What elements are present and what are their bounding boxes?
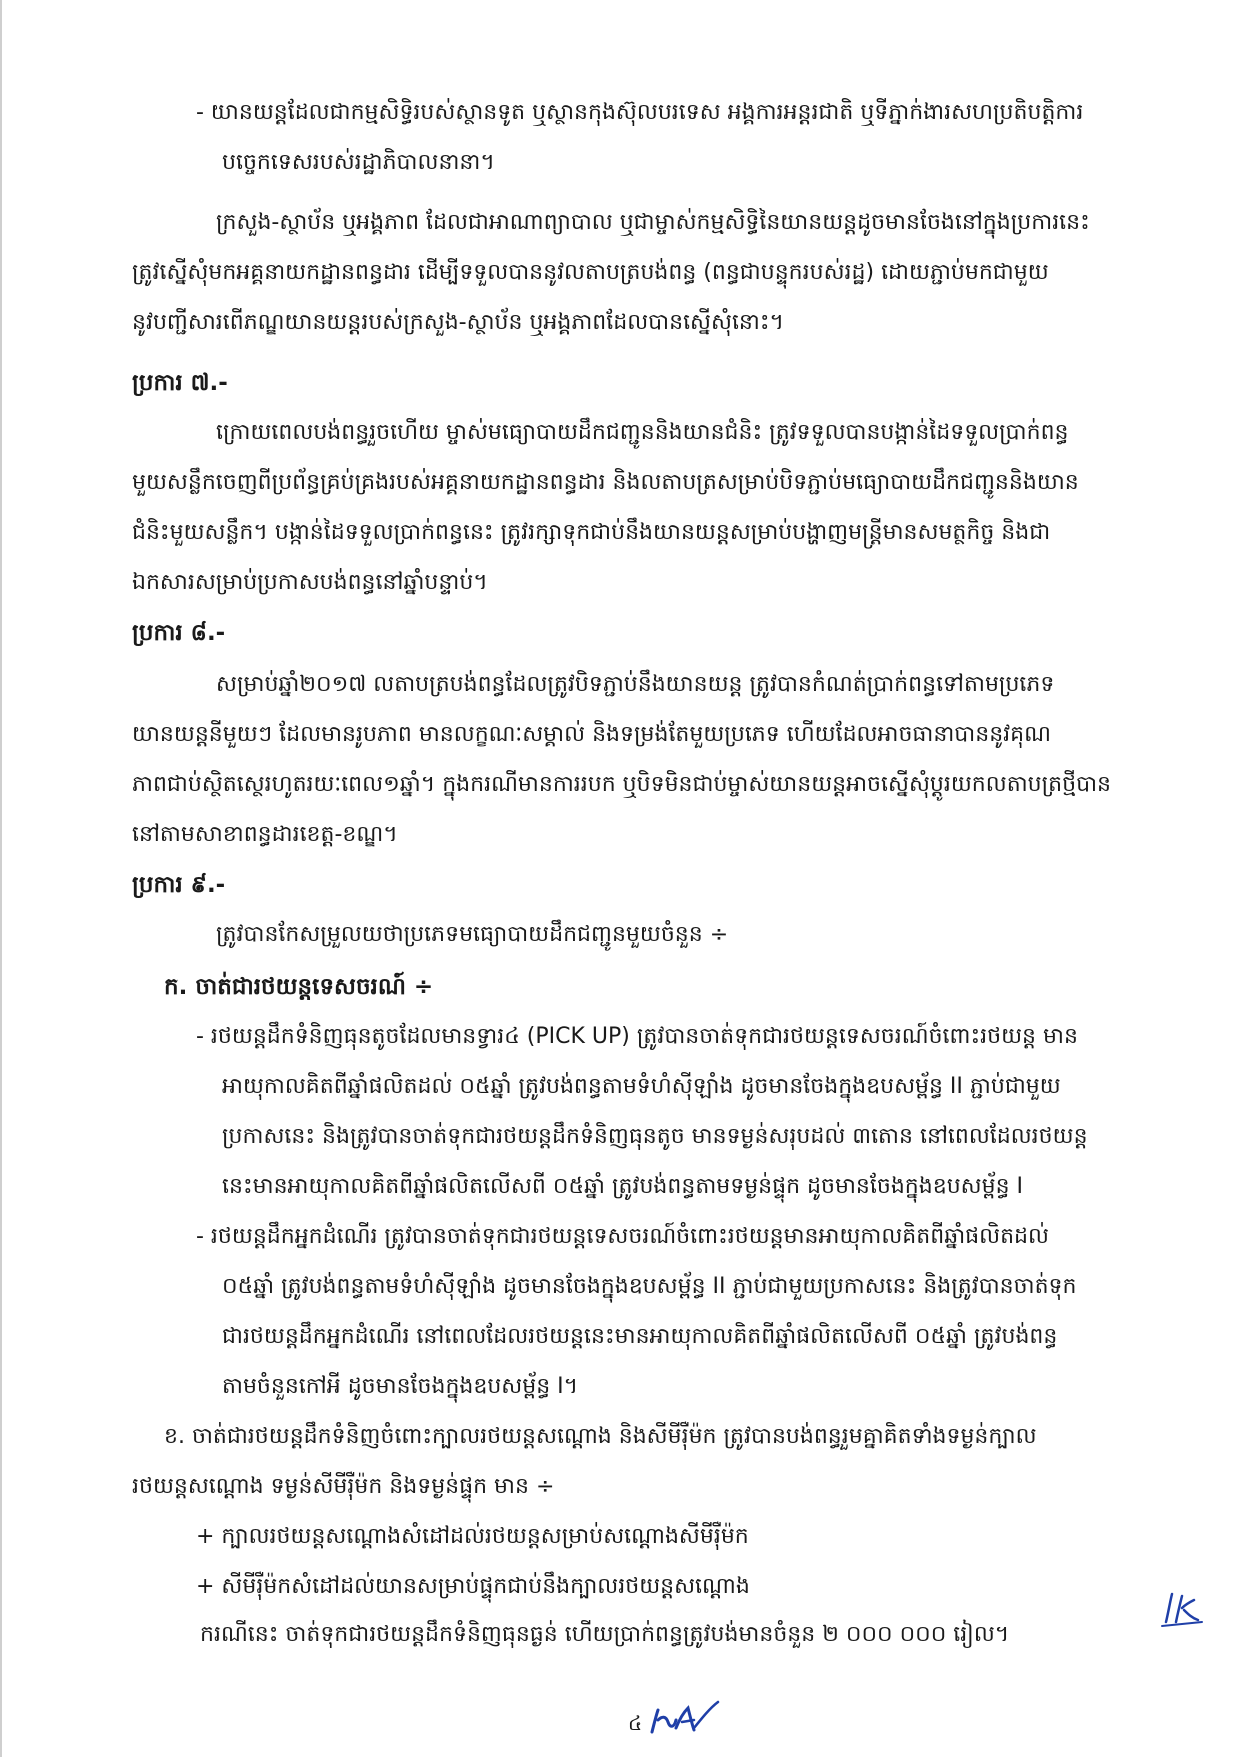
intro-paragraph-line-3: នូវបញ្ជីសារពើភណ្ឌយានយន្តរបស់ក្រសួង-ស្ថាប័ន ឬអង្គភាពដែលបានស្នើសុំនោះ។ <box>132 310 785 335</box>
intro-bullet-line-1: - យានយន្តដែលជាកម្មសិទ្ធិរបស់ស្ថានទូត ឬស្ថានកុងស៊ុលបរទេស អង្គការអន្តរជាតិ ឬទីភ្នាក់ងារសហប្រតិបត្តិការ <box>196 100 1084 125</box>
section-a-bullet-2-line-1: - រថយន្តដឹកអ្នកដំណើរ ត្រូវបានចាត់ទុកជារថយន្តទេសចរណ៍ចំពោះរថយន្តមានអាយុកាលគិតពីឆ្នាំផលិតដល់ <box>196 1224 1049 1249</box>
intro-paragraph-line-1: ក្រសួង-ស្ថាប័ន ឬអង្គភាព ដែលជាអាណាព្យាបាល ឬជាម្ចាស់កម្មសិទ្ធិនៃយានយន្តដូចមានចែងនៅក្នុងប្រការនេះ <box>216 210 1090 235</box>
section-a-bullet-2-line-2: ០៥ឆ្នាំ ត្រូវបង់ពន្ធតាមទំហំស៊ីឡាំង ដូចមានចែងក្នុងឧបសម្ព័ន្ធ II ភ្ជាប់ជាមួយប្រកាសនេះ និងត្រូវបានចាត់ទុក <box>222 1274 1077 1299</box>
section-b-plus-2: + សីមីរ៉ឺម៉កសំដៅដល់យានសម្រាប់ផ្ទុកជាប់នឹងក្បាលរថយន្តសណ្តោង <box>196 1574 750 1599</box>
page-number: ៤ <box>628 1711 643 1735</box>
section-b-closing: ករណីនេះ ចាត់ទុកជារថយន្តដឹកទំនិញធុនធ្ងន់ ហើយប្រាក់ពន្ធត្រូវបង់មានចំនួន ២ ០០០ ០០០ រៀល។ <box>200 1622 1010 1647</box>
section-b-line-2: រថយន្តសណ្តោង ទម្ងន់សីមីរ៉ឺម៉ក និងទម្ងន់ផ្ទុក មាន ÷ <box>132 1474 555 1499</box>
article-8-line-3: ភាពជាប់ស្ថិតស្ថេរហូតរយៈពេល១ឆ្នាំ។ ក្នុងករណីមានការរបក ឬបិទមិនជាប់ម្ចាស់យានយន្តអាចស្នើសុំប្តូរយកលតាបត្រថ្មីបាន <box>132 772 1112 797</box>
article-8-line-2: យានយន្តនីមួយៗ ដែលមានរូបភាព មានលក្ខណៈសម្គាល់ និងទម្រង់តែមួយប្រភេទ ហើយដែលអាចធានាបាននូវគុណ <box>132 722 1051 747</box>
section-a-bullet-2-line-3: ជារថយន្តដឹកអ្នកដំណើរ នៅពេលដែលរថយន្តនេះមានអាយុកាលគិតពីឆ្នាំផលិតលើសពី ០៥ឆ្នាំ ត្រូវបង់ពន្ធ <box>222 1324 1058 1349</box>
article-7-line-3: ជំនិះមួយសន្លឹក។ បង្កាន់ដៃទទួលប្រាក់ពន្ធនេះ ត្រូវរក្សាទុកជាប់នឹងយានយន្តសម្រាប់បង្ហាញមន្ត្រីមានសមត្ថកិច្ច និងជា <box>132 520 1051 545</box>
article-7-heading: ប្រការ ៧.- <box>132 370 228 396</box>
section-a-heading: ក. ចាត់ជារថយន្តទេសចរណ៍ ÷ <box>164 974 434 1000</box>
intro-bullet-line-2: បច្ចេកទេសរបស់រដ្ឋាភិបាលនានា។ <box>222 150 495 175</box>
section-a-bullet-2-line-4: តាមចំនួនកៅអី ដូចមានចែងក្នុងឧបសម្ព័ន្ធ I។ <box>222 1374 579 1399</box>
section-b-line-1: ខ. ចាត់ជារថយន្តដឹកទំនិញចំពោះក្បាលរថយន្តសណ្តោង និងសីមីរ៉ឺម៉ក ត្រូវបានបង់ពន្ធរួមគ្នាគិតទាំងទម្ងន់ក្បាល <box>164 1424 1037 1449</box>
section-a-bullet-1-line-4: នេះមានអាយុកាលគិតពីឆ្នាំផលិតលើសពី ០៥ឆ្នាំ ត្រូវបង់ពន្ធតាមទម្ងន់ផ្ទុក ដូចមានចែងក្នុងឧបសម្ព័ន្ធ I <box>222 1174 1024 1199</box>
section-b-plus-1: + ក្បាលរថយន្តសណ្តោងសំដៅដល់រថយន្តសម្រាប់សណ្តោងសីមីរ៉ឺម៉ក <box>196 1524 749 1549</box>
initials-signature <box>1160 1588 1204 1628</box>
section-a-bullet-1-line-3: ប្រកាសនេះ និងត្រូវបានចាត់ទុកជារថយន្តដឹកទំនិញធុនតូច មានទម្ងន់សរុបដល់ ៣តោន នៅពេលដែលរថយន្ត <box>222 1124 1088 1149</box>
article-8-line-4: នៅតាមសាខាពន្ធដារខេត្ត-ខណ្ឌ។ <box>132 822 398 847</box>
section-a-bullet-1-line-1: - រថយន្តដឹកទំនិញធុនតូចដែលមានទ្វារ៤ (PICK UP) ត្រូវបានចាត់ទុកជារថយន្តទេសចរណ៍ចំពោះរថយន្ត មាន <box>196 1024 1078 1049</box>
article-9-heading: ប្រការ ៩.- <box>132 872 226 898</box>
article-7-line-2: មួយសន្លឹកចេញពីប្រព័ន្ធគ្រប់គ្រងរបស់អគ្គនាយកដ្ឋានពន្ធដារ និងលតាបត្រសម្រាប់បិទភ្ជាប់មធ្យោបាយដឹកជញ្ជូននិងយាន <box>132 470 1079 495</box>
section-a-bullet-1-line-2: អាយុកាលគិតពីឆ្នាំផលិតដល់ ០៥ឆ្នាំ ត្រូវបង់ពន្ធតាមទំហំស៊ីឡាំង ដូចមានចែងក្នុងឧបសម្ព័ន្ធ II ភ្ជាប់ជាមួយ <box>222 1074 1061 1099</box>
article-8-line-1: សម្រាប់ឆ្នាំ២០១៧ លតាបត្របង់ពន្ធដែលត្រូវបិទភ្ជាប់នឹងយានយន្ត ត្រូវបានកំណត់ប្រាក់ពន្ធទៅតាមប្រភេទ <box>216 672 1055 697</box>
article-7-line-1: ក្រោយពេលបង់ពន្ធរួចហើយ ម្ចាស់មធ្យោបាយដឹកជញ្ជូននិងយានជំនិះ ត្រូវទទួលបានបង្កាន់ដៃទទួលប្រាក់ពន្ធ <box>216 420 1069 445</box>
article-9-intro: ត្រូវបានកែសម្រួលយថាប្រភេទមធ្យោបាយដឹកជញ្ជូនមួយចំនួន ÷ <box>216 922 729 947</box>
article-8-heading: ប្រការ ៨.- <box>132 620 226 646</box>
intro-paragraph-line-2: ត្រូវស្នើសុំមកអគ្គនាយកដ្ឋានពន្ធដារ ដើម្បីទទួលបាននូវលតាបត្របង់ពន្ធ (ពន្ធជាបន្ទុករបស់រដ្ឋ) ដោយភ្ជាប់មកជាមួយ <box>132 260 1049 285</box>
page-initials-signature <box>648 1698 720 1738</box>
article-7-line-4: ឯកសារសម្រាប់ប្រកាសបង់ពន្ធនៅឆ្នាំបន្ទាប់។ <box>132 570 488 595</box>
